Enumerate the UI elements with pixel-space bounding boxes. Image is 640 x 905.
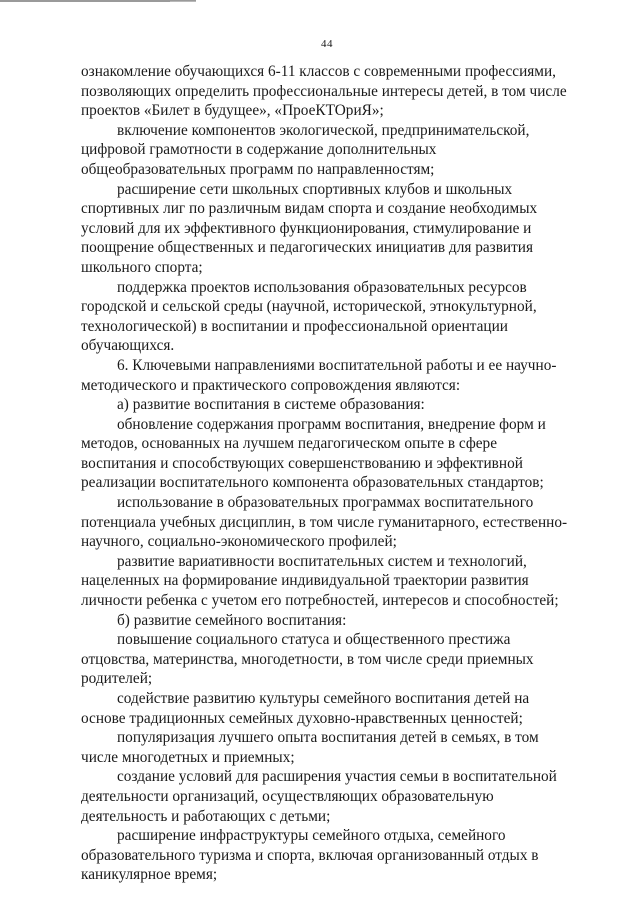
paragraph-14: создание условий для расширения участия семьи в воспитательной деятельности организаций, осуществляющих образовательную деятельность и работающих с детьми;: [81, 768, 557, 825]
paragraph-12: содействие развитию культуры семейного воспитания детей на основе традиционных семейных духовно-нравственных ценностей;: [81, 690, 530, 727]
paragraph-9: развитие вариативности воспитательных систем и технологий, нацеленных на формирование индивидуальной траектории развития личности ребенка с учетом его потребностей, интересов и способностей;: [81, 552, 559, 610]
paragraph-6: а) развитие воспитания в системе образования:: [117, 396, 425, 414]
paragraph-10: б) развитие семейного воспитания:: [117, 611, 347, 629]
scan-edge-mark: [0, 0, 196, 2]
paragraph-3: расширение сети школьных спортивных клубов и школьных спортивных лиг по различным видам спорта и создание необходимых условий для их эффективного функционирования, стимулирование и поощрение общественных и педагогических инициатив для развития школьного спорта;: [81, 180, 538, 276]
paragraph-15: расширение инфраструктуры семейного отдыха, семейного образовательного туризма и спорта, включая организованный отдых в каникулярное время;: [81, 827, 539, 884]
paragraph-13: популяризация лучшего опыта воспитания детей в семьях, в том числе многодетных и приемных;: [81, 729, 539, 766]
paragraph-5: 6. Ключевыми направлениями воспитательной работы и ее научно- методического и практического сопровождения являются:: [81, 356, 557, 394]
page-number: 44: [321, 38, 333, 50]
paragraph-11: повышение социального статуса и общественного престижа отцовства, материнства, многодетности, в том числе среди приемных родителей;: [81, 631, 534, 688]
paragraph-2: включение компонентов экологической, предпринимательской, цифровой грамотности в содержание дополнительных общеобразовательных программ по направленностям;: [81, 121, 530, 178]
paragraph-4: поддержка проектов использования образовательных ресурсов городской и сельской среды (научной, исторической, этнокультурной, технологической) в воспитании и профессиональной ориентации обучающихся.: [81, 278, 537, 355]
paragraph-8: использование в образовательных программах воспитательного потенциала учебных дисциплин, в том числе гуманитарного, естественно- научного, социально-экономического профилей;: [81, 494, 568, 551]
scan-edge-mark-secondary: [170, 1, 196, 2]
paragraph-1: ознакомление обучающихся 6-11 классов с современными профессиями, позволяющих определить профессиональные интересы детей, в том числе проектов «Билет в будущее», «ПроеКТОриЯ»;: [81, 63, 567, 120]
document-body: [81, 62, 577, 885]
paragraph-7: обновление содержания программ воспитания, внедрение форм и методов, основанных на лучшем педагогическом опыте в сфере воспитания и способствующих совершенствованию и эффективной реализации воспитательного компонента образовательных стандартов;: [81, 415, 546, 492]
